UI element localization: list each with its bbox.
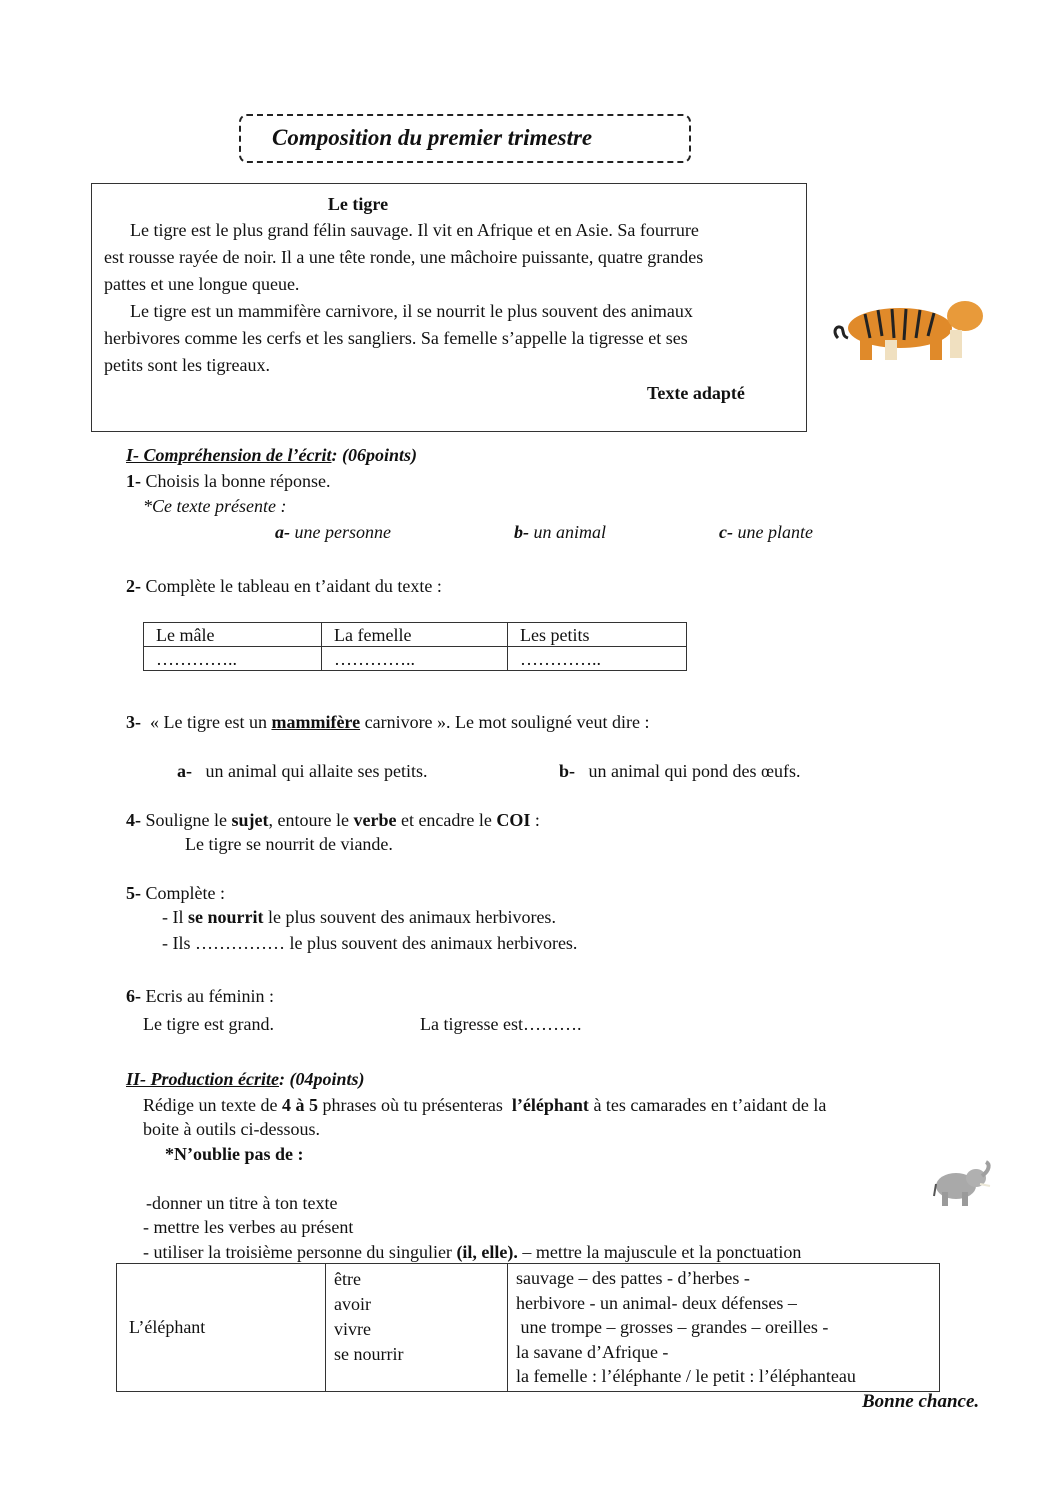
table-header: La femelle (322, 623, 508, 647)
tiger-image (830, 280, 1000, 370)
toolbox-subject: L’éléphant (117, 1264, 326, 1392)
question-6-example: Le tigre est grand. (143, 1014, 274, 1034)
keyword: sujet (231, 810, 269, 830)
word-line: la savane d’Afrique - (516, 1341, 669, 1362)
option-letter: b- (514, 522, 529, 542)
question-4 (126, 811, 540, 829)
elephant-tail (934, 1184, 936, 1196)
toolbox-table (116, 1263, 940, 1392)
question-text: , entoure le (268, 810, 349, 830)
option-letter: b- (559, 761, 576, 781)
family-table (143, 622, 687, 671)
verb-item: vivre (334, 1319, 371, 1339)
question-text: Complète le tableau en t’aidant du texte : (145, 576, 442, 596)
section-1-title: I- Compréhension de l’écrit (126, 445, 332, 465)
question-1 (126, 472, 330, 490)
option-text: un animal qui pond des œufs. (588, 761, 801, 781)
keyword: 4 à 5 (281, 1095, 318, 1115)
section-2-points: : (04points) (279, 1069, 365, 1089)
question-4-sentence: Le tigre se nourrit de viande. (185, 834, 393, 854)
word-line: une trompe – grosses – grandes – oreilles - (516, 1317, 829, 1337)
question-6 (126, 987, 274, 1005)
word-line: sauvage – des pattes - d’herbes - (516, 1268, 750, 1288)
instruction-text: à tes camarades en t’aidant de la (593, 1095, 827, 1115)
rule-text: – mettre la majuscule et la ponctuation (522, 1242, 802, 1262)
keyword: (il, elle). (456, 1242, 518, 1262)
verb-item: avoir (334, 1294, 371, 1314)
section-1-points: : (06points) (331, 445, 417, 465)
rule-item: -donner un titre à ton texte (146, 1193, 338, 1213)
option-letter: c- (719, 522, 733, 542)
reading-line: Le tigre est un mammifère carnivore, il se nourrit le plus souvent des animaux (130, 301, 693, 321)
question-number: 2- (126, 576, 141, 596)
question-3 (126, 713, 650, 731)
section-1-heading (126, 446, 417, 464)
question-number: 3- (126, 712, 141, 732)
question-text: : (534, 810, 540, 830)
elephant-leg (942, 1192, 948, 1206)
instruction-text: phrases où tu présenteras (322, 1095, 503, 1115)
section-2-title: II- Production écrite (126, 1069, 279, 1089)
question-text: Choisis la bonne réponse. (145, 471, 331, 491)
section-2-heading (126, 1070, 365, 1088)
underlined-word: mammifère (271, 712, 361, 732)
option-text: une personne (294, 522, 391, 542)
blank-cell[interactable]: ………….. (322, 647, 508, 671)
production-instruction-line-2: boite à outils ci-dessous. (143, 1119, 320, 1139)
option-text: un animal qui allaite ses petits. (205, 761, 428, 781)
question-text: Complète : (145, 883, 225, 903)
table-header-row (144, 623, 687, 647)
line-text: - Il (162, 907, 184, 927)
elephant-image (928, 1160, 998, 1210)
tiger-leg (950, 330, 962, 358)
reading-line: petits sont les tigreaux. (104, 355, 270, 375)
option-c[interactable] (719, 523, 813, 541)
question-5-line-2[interactable]: - Ils …………… le plus souvent des animaux herbivores. (162, 933, 578, 953)
question-text: Ecris au féminin : (145, 986, 274, 1006)
option-letter: a- (275, 522, 290, 542)
option-text: une plante (737, 522, 813, 542)
verb-item: se nourrir (334, 1344, 404, 1364)
tiger-head (947, 301, 983, 331)
question-number: 5- (126, 883, 141, 903)
blank-cell[interactable]: ………….. (144, 647, 322, 671)
rule-item: - mettre les verbes au présent (143, 1217, 354, 1237)
elephant-tusk (980, 1184, 990, 1186)
reading-line: est rousse rayée de noir. Il a une tête ronde, une mâchoire puissante, quatre grandes (104, 247, 704, 267)
option-text: un animal (533, 522, 607, 542)
word-line: la femelle : l’éléphante / le petit : l’éléphanteau (516, 1366, 856, 1386)
line-text: le plus souvent des animaux herbivores. (268, 907, 556, 927)
question-5 (126, 884, 225, 902)
toolbox-verbs (326, 1264, 508, 1392)
elephant-trunk (982, 1162, 989, 1176)
tiger-leg (885, 340, 897, 360)
keyword: verbe (353, 810, 397, 830)
option-b[interactable] (559, 762, 801, 780)
question-number: 4- (126, 810, 141, 830)
reading-source: Texte adapté (647, 383, 745, 403)
blank-cell[interactable]: ………….. (508, 647, 687, 671)
question-text: Souligne le (145, 810, 227, 830)
question-number: 1- (126, 471, 141, 491)
keyword: l’éléphant (511, 1095, 589, 1115)
table-row (144, 647, 687, 671)
reminder-heading: *N’oublie pas de : (165, 1144, 304, 1164)
reading-line: pattes et une longue queue. (104, 274, 300, 294)
option-b[interactable] (514, 523, 606, 541)
elephant-leg (962, 1192, 968, 1206)
rule-item (143, 1243, 801, 1261)
question-5-line-1 (162, 908, 556, 926)
keyword: se nourrit (188, 907, 264, 927)
word-line: herbivore - un animal- deux défenses – (516, 1292, 797, 1313)
closing-text: Bonne chance. (862, 1391, 980, 1412)
table-row (117, 1264, 940, 1392)
page-title: Composition du premier trimestre (272, 125, 593, 150)
question-text: et encadre le (400, 810, 492, 830)
reading-line: herbivores comme les cerfs et les sangliers. Sa femelle s’appelle la tigresse et ses (104, 328, 688, 348)
tiger-leg (860, 338, 872, 360)
question-text: « Le tigre est un (150, 712, 267, 732)
question-6-answer[interactable]: La tigresse est………. (420, 1014, 582, 1034)
toolbox-words (508, 1264, 940, 1392)
question-text: carnivore ». Le mot souligné veut dire : (364, 712, 650, 732)
production-instruction (143, 1096, 826, 1114)
rule-text: - utiliser la troisième personne du singulier (143, 1242, 452, 1262)
question-2 (126, 577, 442, 595)
keyword: COI (496, 810, 531, 830)
verb-item: être (334, 1269, 361, 1289)
tiger-tail (835, 327, 848, 338)
reading-line: Le tigre est le plus grand félin sauvage. Il vit en Afrique et en Asie. Sa fourrure (130, 220, 699, 240)
option-a[interactable] (177, 762, 427, 780)
table-header: Les petits (508, 623, 687, 647)
instruction-text: Rédige un texte de (143, 1095, 278, 1115)
reading-title: Le tigre (327, 194, 389, 214)
table-header: Le mâle (144, 623, 322, 647)
question-1-prompt: *Ce texte présente : (143, 496, 287, 516)
tiger-leg (930, 338, 942, 360)
question-number: 6- (126, 986, 141, 1006)
option-a[interactable] (275, 523, 391, 541)
option-letter: a- (177, 761, 192, 781)
